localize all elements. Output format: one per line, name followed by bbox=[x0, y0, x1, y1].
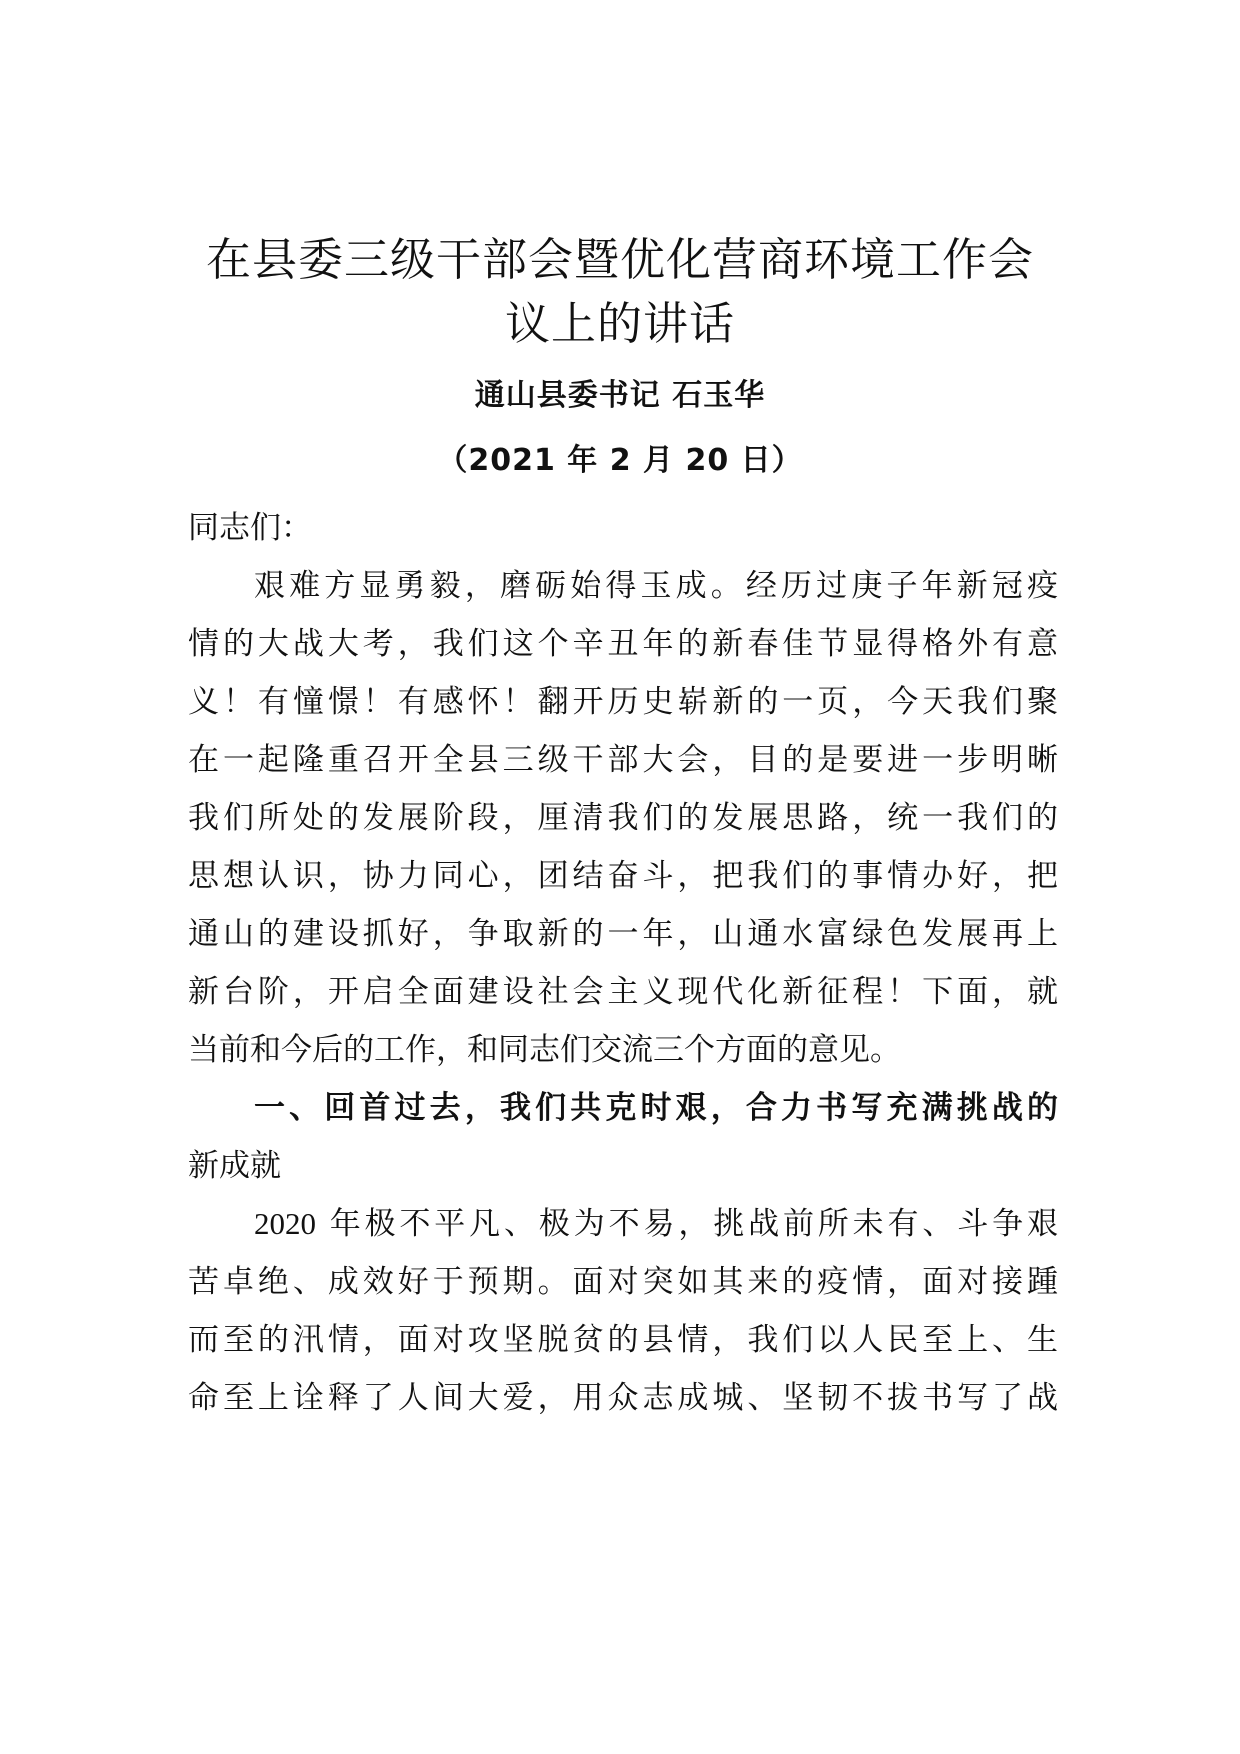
paragraph-2-first-line-text: 年极不平凡、极为不易，挑战前所未有、斗争艰 bbox=[329, 1206, 1058, 1242]
document-title-line-2: 议上的讲话 bbox=[504, 297, 735, 350]
paragraph-2-line: 而至的汛情，面对攻坚脱贫的县情，我们以人民至上、生 bbox=[188, 1322, 1058, 1358]
salutation: 同志们： bbox=[188, 510, 312, 546]
paragraph-1-line: 思想认识，协力同心，团结奋斗，把我们的事情办好，把 bbox=[188, 858, 1058, 894]
speech-date: （2021 年 2 月 20 日） bbox=[437, 443, 803, 478]
document-title-line-1: 在县委三级干部会暨优化营商环境工作会 bbox=[205, 233, 1034, 286]
paragraph-1-line: 在一起隆重召开全县三级干部大会，目的是要进一步明晰 bbox=[188, 742, 1058, 778]
paragraph-1-line: 新台阶，开启全面建设社会主义现代化新征程！下面，就 bbox=[188, 974, 1058, 1010]
paragraph-2-line: 苦卓绝、成效好于预期。面对突如其来的疫情，面对接踵 bbox=[188, 1264, 1058, 1300]
year-number: 2020 bbox=[254, 1206, 316, 1241]
paragraph-2-line bbox=[254, 1204, 1058, 1244]
section-1-heading-line: 一、回首过去，我们共克时艰，合力书写充满挑战的 bbox=[254, 1090, 1058, 1126]
paragraph-1-line: 我们所处的发展阶段，厘清我们的发展思路，统一我们的 bbox=[188, 800, 1058, 836]
paragraph-1-line: 情的大战大考，我们这个辛丑年的新春佳节显得格外有意 bbox=[188, 626, 1058, 662]
paragraph-1-line: 当前和今后的工作，和同志们交流三个方面的意见。 bbox=[188, 1032, 901, 1068]
paragraph-1-line: 艰难方显勇毅，磨砺始得玉成。经历过庚子年新冠疫 bbox=[254, 568, 1058, 604]
paragraph-1-line: 义！有憧憬！有感怀！翻开历史崭新的一页，今天我们聚 bbox=[188, 684, 1058, 720]
paragraph-2-line: 命至上诠释了人间大爱，用众志成城、坚韧不拔书写了战 bbox=[188, 1380, 1058, 1416]
section-1-heading-line: 新成就 bbox=[188, 1148, 281, 1184]
speaker-byline: 通山县委书记 石玉华 bbox=[474, 378, 766, 413]
paragraph-1-line: 通山的建设抓好，争取新的一年，山通水富绿色发展再上 bbox=[188, 916, 1058, 952]
